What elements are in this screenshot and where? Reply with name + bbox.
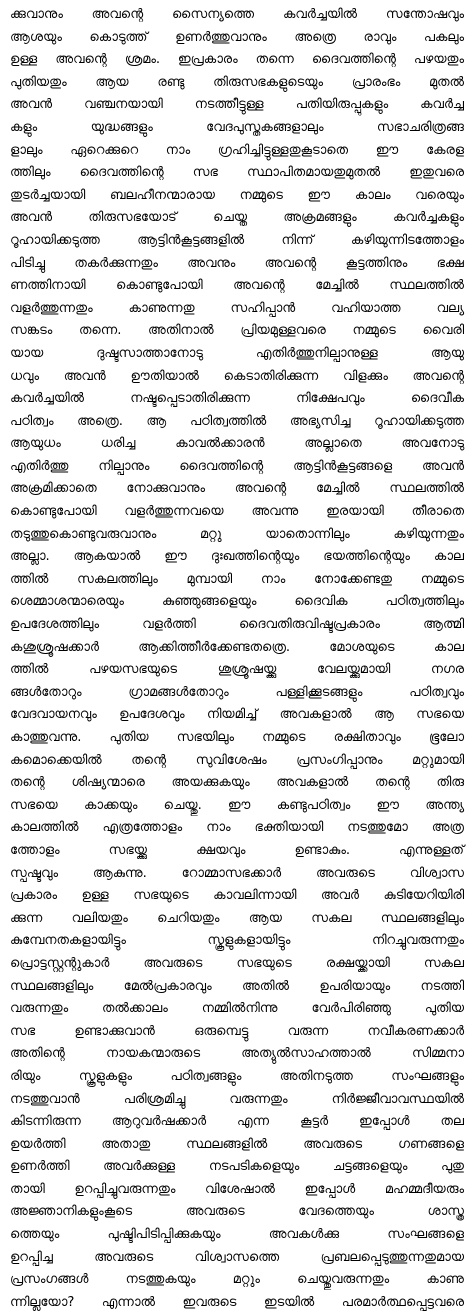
text-line: ഉറപ്പിച്ച അവരുടെ വിശ്വാസത്തെ പ്രബലപ്പെടുത്തുന്നതുമായ: [10, 1249, 464, 1265]
text-line: അവൻ തിരുസഭയോട് ചെയ്ത അക്രമങ്ങളും കവർച്ചകളും: [10, 210, 464, 226]
text-line: സ്പഷ്ടവും ആകുന്നു. റോമ്മാസഭക്കാർ അവരുടെ വിശ്വാസ: [10, 865, 464, 881]
text-line: ക്കുവാനും അവന്റെ സൈന്യത്തെ കവർച്ചയിൽ സന്തോഷവും: [10, 7, 464, 22]
text-line: ധവും അവൻ ഊതിയാൽ കെടാതിരിക്കുന്ന വിളക്കും അവന്റെ: [10, 368, 464, 384]
text-line: ഉള്ള അവന്റെ ശ്രമം. ഇപ്രകാരം തന്നെ ദൈവത്തിന്റെ പഴയതും: [10, 52, 464, 68]
text-line: അതിന്റെ നായകന്മാരുടെ അത്യുൽസാഹത്താൽ സിമ്മനാ: [10, 1046, 464, 1062]
text-line: ശെമ്മാശന്മാരെയും കുഞ്ഞുങ്ങളെയും ദൈവിക പഠിത്വത്തിലും: [10, 594, 464, 610]
text-line: ത്തിൽ സകലത്തിലും മുമ്പായി നാം നോക്കേണ്ടതു നമ്മുടെ: [10, 571, 464, 587]
text-line: സ്ഥലങ്ങളിലും മേൽപ്രകാരവും അതിൽ ഉപരിയായും നടത്തി: [10, 978, 464, 994]
text-line: നടത്തുവാൻ പരിശ്രമിച്ചു വരുന്നതും നിർജ്ജീവാവസ്ഥയിൽ: [10, 1091, 464, 1107]
text-line: അജ്ഞാനികളുംകൂടെ അവരുടെ വേദത്തെയും ശാസ്ത്ര: [10, 1204, 464, 1220]
text-line: ഉണർത്തി അവർക്കുള്ള നടപടികളെയും ചട്ടങ്ങളെയും പുതു: [10, 1159, 464, 1175]
text-line: സങ്കടം തന്നെ. അതിനാൽ പ്രിയമുള്ളവരെ നമ്മുടെ വൈരി: [10, 323, 464, 339]
text-line: റൂഹായിക്കടുത്ത ആട്ടിൻകൂട്ടങ്ങളിൽ നിന്ന് കഴിയുന്നിടത്തോളം: [10, 232, 464, 248]
text-line: ങ്ങൾതോറും ഗ്രാമങ്ങൾതോറും പള്ളിക്കൂടങ്ങളും പഠിത്വവും: [10, 684, 464, 700]
text-line: പ്രൊട്ടസ്റ്റന്റുകാർ അവരുടെ സഭയുടെ രക്ഷയ്ക്കായി സകല: [10, 955, 464, 971]
text-line: ണത്തിനായി കൊണ്ടുപോയി അവന്റെ മേച്ചിൽ സ്ഥലത്തിൽ: [10, 278, 464, 294]
text-line: കാലത്തിൽ എത്രത്തോളം നാം ഭക്തിയായി നടത്തുമോ അത്ര: [10, 820, 464, 836]
text-line: പ്രകാരം ഉള്ള സഭയുടെ കാവലിന്നായി അവർ കുടിയേറിയിരി: [10, 888, 464, 904]
text-line: കൊണ്ടുപോയി വളർത്തുന്നവയെ അവന്നു ഇരയായി തീരാതെ: [10, 504, 464, 520]
text-line: വരുന്നതും തൽക്കാലം നമ്മിൽനിന്നു വേർപിരിഞ്ഞു പുതിയ: [10, 1001, 464, 1017]
text-line: തായി ഉറപ്പിച്ചുവരുന്നതും വിശേഷാൽ ഇപ്പോൾ മഹമ്മദീയരും: [10, 1181, 464, 1197]
text-line: വളർത്തുന്നതും കാണുന്നതു സഹിപ്പാൻ വഹിയാത്ത വല്യ: [10, 300, 464, 316]
text-line: കവർച്ചയിൽ നഷ്ടപ്പെടാതിരിക്കുന്ന നിക്ഷേപവും ദൈവീക: [10, 391, 464, 407]
text-line: കിടന്നിരുന്ന ആറുവർഷക്കാർ എന്ന കൂട്ടർ ഇപ്പോൾ തല: [10, 1114, 464, 1130]
text-line: കശുശ്രൂഷക്കാർ ആക്കിത്തീർക്കേണ്ടതത്രെ. മോശയുടെ കാല: [10, 639, 464, 655]
text-line: പ്രസംഗങ്ങൾ നടത്തുകയും മറ്റും ചെയ്തുവരുന്നതും കാണു: [10, 1272, 464, 1288]
text-line: ളാലും ഏറെക്കുറെ നാം ഗ്രഹിച്ചിട്ടുള്ളതുകൂടാതെ ഈ കേരള: [10, 142, 464, 158]
text-line: ന്നില്ലയോ? എന്നാൽ ഇവരുടെ ഇടയിൽ പരമാർത്ഥപ്പെട്ടവരെ: [10, 1294, 464, 1310]
text-line: ഉപദേശത്തിലും വളർത്തി ദൈവതിരുവിഷ്ടപ്രകാരം ആത്മി: [10, 617, 464, 633]
text-line: എതിർത്തു നില്പാനും ദൈവത്തിന്റെ ആട്ടിൻകൂട്ടങ്ങളെ അവൻ: [10, 458, 464, 474]
text-line: തുടർച്ചയായി ബലഹീനന്മാരായ നമ്മുടെ ഈ കാലം വരെയും: [10, 187, 464, 203]
text-line: പുതിയതും ആയ രണ്ടു തിരുസഭകളുടെയും പ്രാരംഭം മുതൽ: [10, 74, 464, 90]
text-line: യായ ദുഷ്ടസാത്താനോടു എതിർത്തുനില്പാനുള്ള ആയു: [10, 345, 464, 361]
text-line: അക്രമിക്കാതെ നോക്കുവാനും അവന്റെ മേച്ചിൽ സ്ഥലത്തിൽ: [10, 481, 464, 497]
text-line: കാത്തുവന്നു. പുതിയ സഭയിലും നമ്മുടെ രക്ഷിതാവും ഭൂലോ: [10, 730, 464, 745]
text-line: ത്തെയും പുഷ്ടിപിടിപ്പിക്കുകയും അവകൾക്കു സംഘങ്ങളെ: [10, 1227, 464, 1243]
text-line: കുമ്പേനതകളായിട്ടും സ്കൂളുകളായിട്ടും നിറച്ചുവരുന്നതും: [10, 933, 464, 949]
text-line: ആശയും കൊടുത്ത് ഉണർത്തുവാനും അത്രെ രാവും പകലും: [10, 29, 464, 45]
text-line: തടുത്തുകൊണ്ടുവരുവാനും മറ്റു യാതൊന്നിലും കഴിയുന്നതും: [10, 526, 464, 542]
text-line: രിയും സ്കൂളുകളും പഠിത്വങ്ങളും അതിനടുത്ത സംഘങ്ങളും: [10, 1068, 464, 1084]
text-line: പഠിത്വം അത്രെ. ആ പഠിത്വത്തിൽ അഭ്യസിച്ച റൂഹായിക്കടുത്ത: [10, 413, 464, 429]
text-line: ത്തോളം സഭയ്ക്കു ക്ഷയവും ഉണ്ടാകും. എന്നുള്ളത്: [10, 842, 464, 858]
text-line: ആയുധം ധരിച്ച കാവൽക്കാരൻ അല്ലാതെ അവനോടു: [10, 436, 464, 452]
text-line: അവൻ വഞ്ചനയായി നടത്തീട്ടുള്ള പതിയിരുപ്പുകളും കവർച്ച: [10, 97, 464, 113]
text-line: ഉയർത്തി അതാതു സ്ഥലങ്ങളിൽ അവരുടെ ഗണങ്ങളെ: [10, 1136, 464, 1152]
text-line: കമൊക്കെയിൽ തന്റെ സുവിശേഷം പ്രസംഗിപ്പാനും മറ്റുമായി: [10, 752, 464, 768]
text-line: പിടിച്ചു തകർക്കുന്നതും അവനും അവന്റെ കൂട്ടത്തിനും ഭക്ഷ: [10, 255, 464, 271]
text-line: തന്റെ ശിഷ്യന്മാരെ അയക്കുകയും അവകളാൽ തന്റെ തിരു: [10, 775, 464, 791]
text-line: ത്തിലും ദൈവത്തിന്റെ സഭ സ്ഥാപിതമായതുമുതൽ ഇതുവരെ: [10, 165, 464, 181]
text-line: വേദവായനവും ഉപദേശവും നിയമിച്ച് അവകളാൽ ആ സഭയെ: [10, 707, 464, 723]
text-line: അല്ലാ. ആകയാൽ ഈ ദുഃഖത്തിന്റെയും ഭയത്തിന്റെയും കാല: [10, 549, 464, 565]
text-line: ക്കുന്ന വലിയതും ചെറിയതും ആയ സകല സ്ഥലങ്ങളിലും: [10, 910, 464, 926]
text-line: സഭ ഉണ്ടാക്കുവാൻ ഒരുമ്പെട്ടു വരുന്ന നവീകരണക്കാർ: [10, 1023, 464, 1039]
text-line: ത്തിൽ പഴയസഭയുടെ ശുശ്രൂഷയ്ക്കു വേലയ്ക്കുമായി നഗര: [10, 662, 464, 678]
body-text: [10, 4, 464, 1314]
text-line: സഭയെ കാക്കയും ചെയ്തു. ഈ കണ്ടുപഠിത്വം ഈ അന്ത്യ: [10, 797, 464, 813]
text-line: കളും യുദ്ധങ്ങളും വേദപുസ്തകങ്ങളാലും സഭാചരിത്രങ്ങ: [10, 119, 464, 135]
